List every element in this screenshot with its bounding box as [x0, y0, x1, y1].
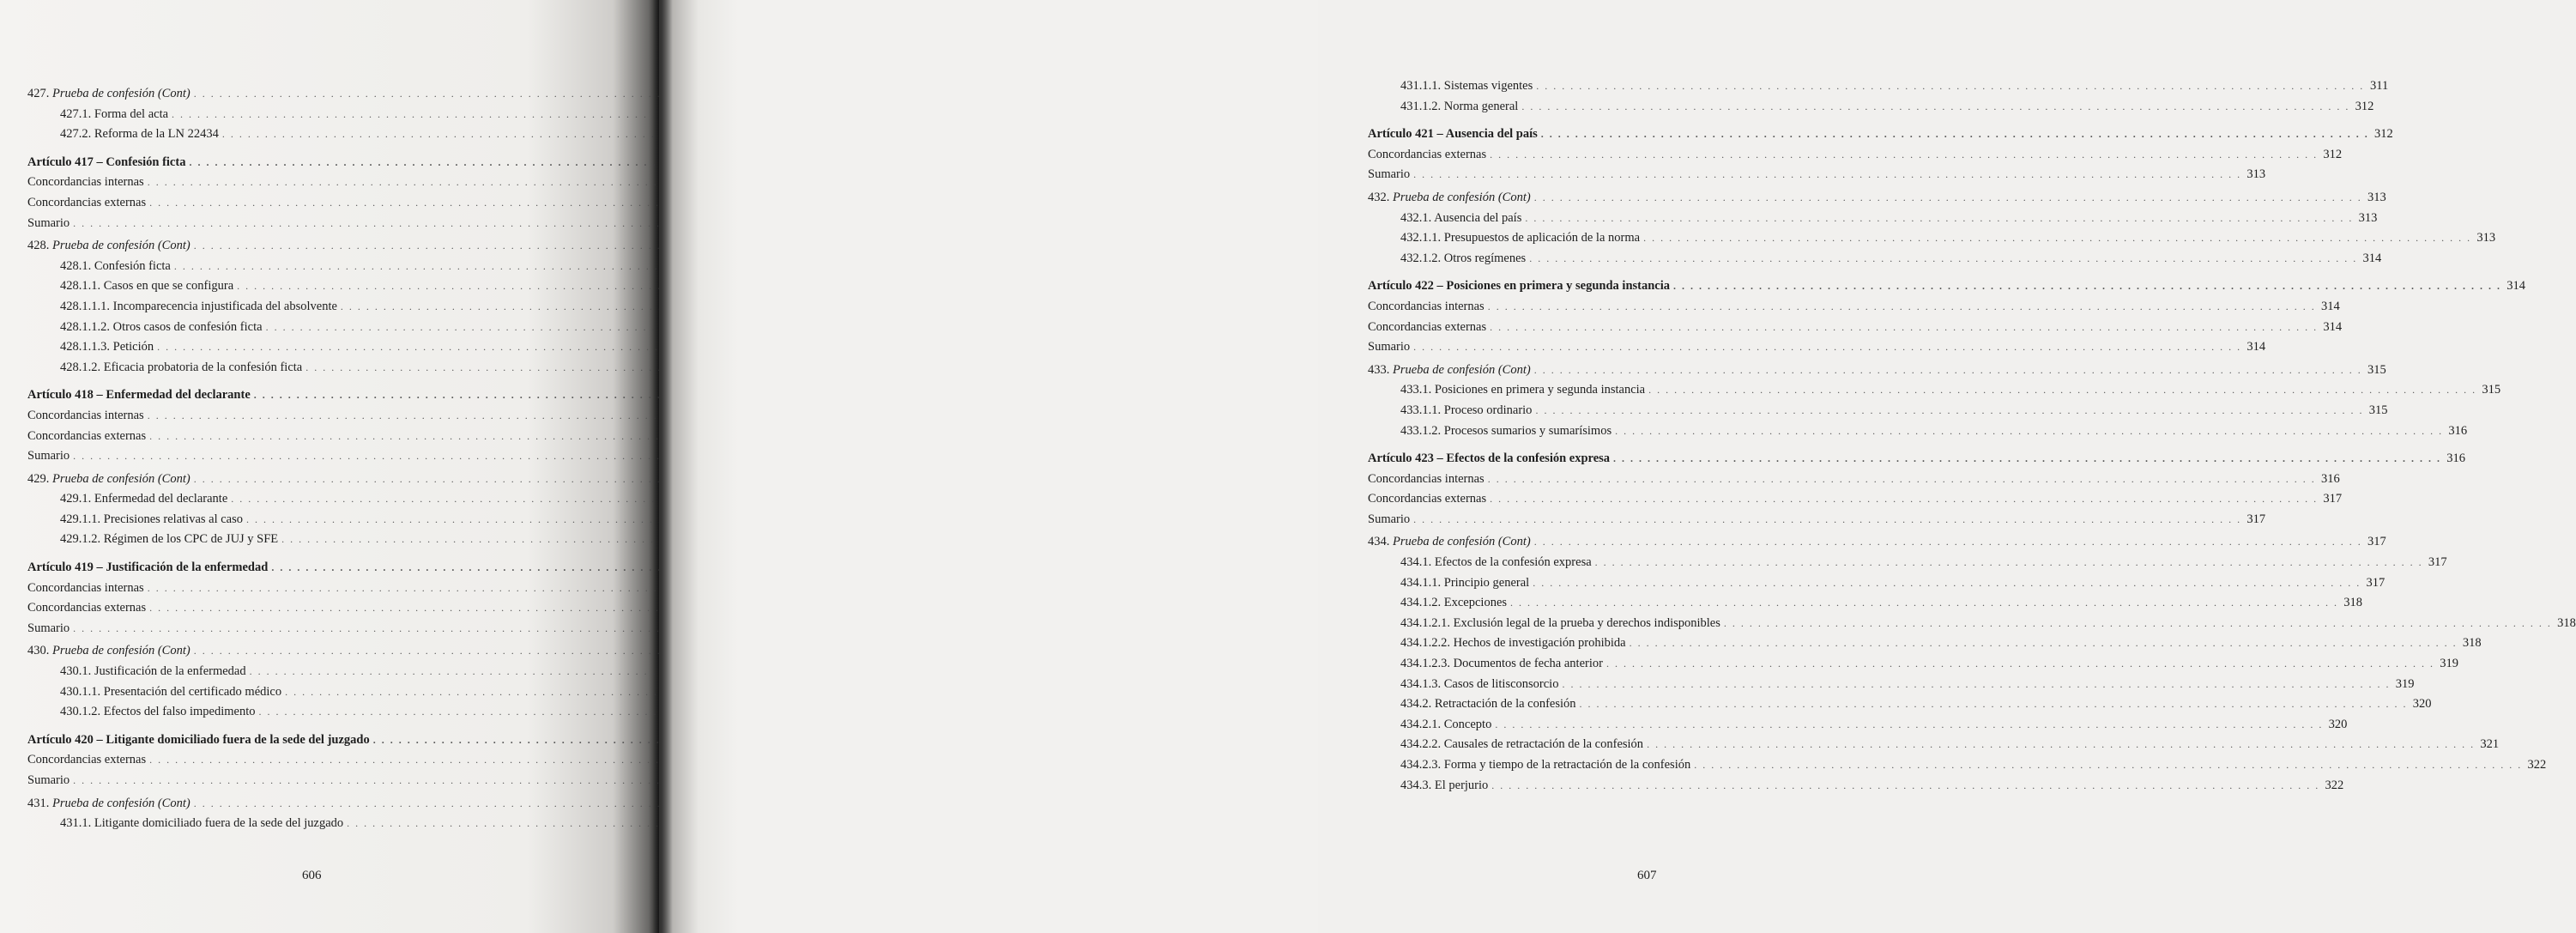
dot-leader — [1580, 694, 2408, 715]
toc-entry-page: 316 — [2448, 423, 2468, 438]
toc-entry-title — [27, 236, 190, 257]
toc-entry-title: Artículo 420 – Litigante domiciliado fuera de la sede del juzgado — [27, 732, 370, 747]
toc-entry-title: Concordancias externas — [1368, 319, 1487, 334]
toc-entry-title: Concordancias externas — [27, 753, 147, 767]
toc-entry-title: 434.1.2.2. Hechos de investigación prohibida — [1400, 636, 1626, 651]
toc-entry-page: 317 — [2428, 555, 2447, 570]
toc-entry-page: 321 — [2480, 737, 2500, 752]
dot-leader — [1488, 297, 2316, 318]
toc-entry — [1368, 165, 2266, 185]
toc-entry — [1368, 755, 2547, 776]
toc-entry-page: 314 — [2506, 279, 2526, 294]
dot-leader — [1541, 124, 2369, 145]
toc-entry-title: Concordancias externas — [1368, 147, 1487, 161]
toc-entry-title: 434.1. Efectos de la confesión expresa — [1400, 555, 1592, 570]
toc-entry — [1368, 633, 2482, 654]
toc-entry-page: 320 — [2328, 717, 2348, 731]
toc-entry — [27, 236, 590, 257]
toc-entry — [1368, 470, 2340, 490]
toc-entry — [27, 318, 590, 338]
left-table-of-contents — [27, 82, 590, 834]
toc-entry — [27, 173, 590, 193]
toc-entry-page: 313 — [2476, 231, 2496, 245]
toc-entry — [1368, 337, 2266, 358]
dot-leader — [1536, 76, 2364, 97]
toc-entry-title: 430.1. Justificación de la enfermedad — [60, 664, 246, 679]
toc-entry — [1368, 421, 2468, 442]
toc-entry-title: Concordancias internas — [1368, 471, 1485, 486]
dot-leader — [1562, 675, 2390, 695]
dot-leader — [1534, 532, 2362, 553]
toc-entry — [1368, 318, 2343, 338]
toc-entry — [1368, 360, 2386, 381]
toc-entry — [1368, 614, 2576, 634]
dot-leader — [1413, 510, 2241, 530]
toc-entry-title: Artículo 419 – Justificación de la enfermedad — [27, 560, 269, 575]
toc-entry-page: 311 — [2370, 79, 2389, 93]
toc-entry-title: 433.1. Posiciones en primera y segunda instancia — [1400, 383, 1646, 397]
toc-entry-title: Sumario — [27, 773, 70, 787]
toc-entry-title: 432.1.2. Otros regímenes — [1400, 251, 1527, 265]
toc-entry — [27, 489, 590, 510]
toc-entry-title — [1368, 188, 1531, 209]
toc-entry — [1368, 124, 2393, 145]
toc-entry — [1368, 654, 2458, 675]
toc-entry — [27, 84, 590, 105]
toc-entry — [27, 682, 590, 703]
toc-entry-title: 433.1.1. Proceso ordinario — [1400, 403, 1533, 417]
toc-entry-title: Sumario — [27, 621, 70, 635]
toc-entry — [1368, 489, 2343, 510]
dot-leader — [1490, 489, 2318, 510]
book-gutter-shadow — [649, 0, 673, 933]
toc-entry — [1368, 593, 2363, 614]
toc-section-title: Prueba de confesión (Cont) — [52, 87, 190, 100]
toc-entry — [27, 105, 590, 125]
toc-entry-title: 428.1.2. Eficacia probatoria de la confesión ficta — [60, 360, 303, 374]
toc-entry-title: Sumario — [27, 449, 70, 463]
toc-entry-title: Concordancias internas — [27, 580, 144, 595]
toc-entry-page: 318 — [2343, 596, 2363, 610]
dot-leader — [1491, 776, 2319, 797]
dot-leader — [1647, 735, 2475, 755]
toc-entry — [27, 446, 590, 467]
toc-entry-page: 316 — [2320, 471, 2340, 486]
toc-entry — [27, 276, 590, 297]
toc-entry-title: Concordancias externas — [27, 195, 147, 209]
toc-entry-title: 428.1. Confesión ficta — [60, 258, 171, 273]
toc-entry — [27, 124, 590, 145]
toc-entry — [27, 406, 590, 427]
toc-entry — [1368, 145, 2343, 166]
toc-entry-title: 432.1.1. Presupuestos de aplicación de la norma — [1400, 231, 1641, 245]
toc-entry — [1368, 228, 2496, 249]
toc-entry-page: 316 — [2446, 451, 2466, 466]
toc-entry — [1368, 510, 2266, 530]
toc-section-number: 429. — [27, 471, 50, 486]
toc-entry-title: 434.1.2.1. Exclusión legal de la prueba y derechos indisponibles — [1400, 615, 1720, 630]
toc-entry-page: 313 — [2358, 210, 2378, 225]
dot-leader — [1529, 249, 2357, 270]
dot-leader — [1413, 337, 2241, 358]
toc-entry-page: 322 — [2527, 758, 2547, 772]
toc-entry-title — [1368, 360, 1531, 381]
toc-entry — [27, 385, 590, 406]
toc-entry-title: 434.2.1. Concepto — [1400, 717, 1492, 731]
toc-section-number: 427. — [27, 87, 50, 100]
dot-leader — [1525, 209, 2353, 229]
toc-entry — [1368, 76, 2389, 97]
toc-entry-title: Artículo 418 – Enfermedad del declarante — [27, 388, 251, 403]
toc-entry — [27, 558, 590, 579]
toc-entry — [27, 750, 590, 771]
toc-section-title: Prueba de confesión (Cont) — [52, 796, 190, 810]
toc-entry — [1368, 449, 2466, 470]
toc-entry — [27, 619, 590, 639]
toc-entry-title: Concordancias externas — [1368, 492, 1487, 506]
toc-section-number: 433. — [1368, 362, 1390, 377]
toc-entry-title: 434.2.3. Forma y tiempo de la retractación de la confesión — [1400, 758, 1691, 772]
toc-section-number: 431. — [27, 796, 50, 810]
toc-entry — [27, 510, 590, 530]
toc-section-title: Prueba de confesión (Cont) — [1393, 535, 1531, 549]
toc-entry-title: 434.1.2. Excepciones — [1400, 596, 1508, 610]
toc-entry-title: 434.1.1. Principio general — [1400, 575, 1530, 590]
toc-entry-title: 430.1.2. Efectos del falso impedimento — [60, 705, 256, 719]
right-page — [659, 0, 2576, 933]
toc-section-title: Prueba de confesión (Cont) — [52, 644, 190, 658]
toc-entry-title: 434.2.2. Causales de retractación de la confesión — [1400, 737, 1644, 752]
toc-entry-title: Artículo 423 – Efectos de la confesión expresa — [1368, 451, 1611, 466]
toc-entry-title: 427.2. Reforma de la LN 22434 — [60, 127, 219, 142]
toc-section-number: 432. — [1368, 190, 1390, 204]
toc-entry-page: 314 — [2320, 299, 2340, 313]
toc-entry-title: 429.1.1. Precisiones relativas al caso — [60, 512, 244, 526]
dot-leader — [1673, 276, 2501, 297]
toc-entry-page: 312 — [2355, 99, 2374, 113]
toc-entry-title: 429.1. Enfermedad del declarante — [60, 492, 228, 506]
toc-entry-title: 428.1.1.1. Incomparecencia injustificada del absolvente — [60, 299, 337, 313]
toc-entry-title: Artículo 417 – Confesión ficta — [27, 154, 186, 169]
toc-entry-title — [1368, 532, 1531, 553]
toc-entry-page: 314 — [2246, 340, 2266, 354]
toc-entry — [27, 193, 590, 214]
dot-leader — [1521, 97, 2349, 118]
toc-entry-page: 317 — [2367, 535, 2386, 549]
toc-entry-title: 433.1.2. Procesos sumarios y sumarísimos — [1400, 423, 1612, 438]
toc-entry — [1368, 276, 2526, 297]
toc-entry-page: 322 — [2325, 778, 2344, 792]
toc-entry-page: 319 — [2440, 657, 2458, 671]
toc-section-title: Prueba de confesión (Cont) — [1393, 362, 1531, 377]
toc-entry — [1368, 694, 2432, 715]
toc-entry-title: 431.1.1. Sistemas vigentes — [1400, 79, 1533, 93]
toc-entry-title: Sumario — [1368, 512, 1411, 526]
toc-entry — [1368, 675, 2415, 695]
toc-entry-title: 432.1. Ausencia del país — [1400, 210, 1522, 225]
toc-entry-title: Artículo 421 – Ausencia del país — [1368, 127, 1538, 142]
toc-entry-title: 434.1.3. Casos de litisconsorcio — [1400, 676, 1559, 691]
toc-entry-title: Sumario — [27, 215, 70, 230]
left-page — [0, 0, 659, 933]
toc-entry-page: 314 — [2323, 319, 2343, 334]
toc-entry — [1368, 553, 2447, 573]
page-number-left: 606 — [302, 869, 322, 882]
toc-entry — [27, 530, 590, 550]
toc-section-number: 428. — [27, 239, 50, 253]
toc-entry-title: 428.1.1.3. Petición — [60, 340, 154, 354]
toc-section-title: Prueba de confesión (Cont) — [52, 239, 190, 253]
toc-entry — [27, 771, 590, 791]
dot-leader — [1533, 573, 2361, 594]
dot-leader — [1510, 593, 2338, 614]
toc-entry — [27, 257, 590, 277]
dot-leader — [1495, 715, 2323, 736]
toc-entry-page: 313 — [2246, 167, 2266, 182]
dot-leader — [1613, 449, 2441, 470]
toc-entry-page: 315 — [2482, 383, 2501, 397]
toc-entry — [27, 794, 590, 815]
toc-entry-title: 427.1. Forma del acta — [60, 106, 169, 121]
toc-entry-page: 317 — [2246, 512, 2266, 526]
toc-entry-title: 431.1. Litigante domiciliado fuera de la sede del juzgado — [60, 816, 344, 831]
toc-entry-page: 318 — [2462, 636, 2482, 651]
toc-entry — [27, 662, 590, 682]
toc-entry — [27, 641, 590, 662]
toc-entry — [27, 214, 590, 234]
toc-entry-title: 434.2. Retractación de la confesión — [1400, 697, 1576, 712]
dot-leader — [1724, 614, 2552, 634]
dot-leader — [1535, 401, 2363, 421]
page-number-right: 607 — [1637, 869, 1657, 882]
toc-entry-page: 313 — [2367, 190, 2386, 204]
dot-leader — [1534, 188, 2362, 209]
toc-entry — [27, 358, 590, 379]
toc-section-title: Prueba de confesión (Cont) — [52, 471, 190, 486]
toc-entry — [1368, 249, 2382, 270]
toc-entry-title — [27, 794, 190, 815]
dot-leader — [1643, 228, 2471, 249]
toc-entry — [27, 337, 590, 358]
toc-entry-title — [27, 641, 190, 662]
toc-entry — [1368, 735, 2500, 755]
toc-entry — [1368, 776, 2344, 797]
toc-entry-page: 315 — [2367, 362, 2386, 377]
toc-entry-page: 312 — [2323, 147, 2343, 161]
toc-entry-title: Artículo 422 – Posiciones en primera y segunda instancia — [1368, 279, 1671, 294]
toc-entry-title: 434.3. El perjurio — [1400, 778, 1489, 792]
toc-entry — [27, 579, 590, 599]
dot-leader — [1488, 470, 2316, 490]
toc-entry-title: Concordancias internas — [27, 175, 144, 190]
toc-entry — [1368, 97, 2374, 118]
dot-leader — [1648, 380, 2476, 401]
toc-entry-page: 318 — [2557, 615, 2576, 630]
toc-entry-title: 434.1.2.3. Documentos de fecha anterior — [1400, 657, 1603, 671]
dot-leader — [1413, 165, 2241, 185]
dot-leader — [1490, 145, 2318, 166]
toc-entry-title: Sumario — [1368, 340, 1411, 354]
toc-entry-page: 319 — [2395, 676, 2415, 691]
toc-entry-title: 430.1.1. Presentación del certificado médico — [60, 684, 282, 699]
toc-entry — [1368, 188, 2386, 209]
toc-entry — [1368, 715, 2348, 736]
toc-entry-page: 312 — [2374, 127, 2393, 142]
dot-leader — [1534, 360, 2362, 381]
toc-entry-title — [27, 84, 190, 105]
toc-section-number: 430. — [27, 644, 50, 658]
toc-entry — [1368, 297, 2340, 318]
toc-entry — [27, 297, 590, 318]
toc-entry — [1368, 532, 2386, 553]
dot-leader — [1694, 755, 2522, 776]
toc-entry-title: Concordancias externas — [27, 428, 147, 443]
toc-entry — [1368, 209, 2378, 229]
toc-entry — [27, 598, 590, 619]
dot-leader — [1615, 421, 2443, 442]
toc-section-title: Prueba de confesión (Cont) — [1393, 190, 1531, 204]
toc-entry-page: 315 — [2368, 403, 2388, 417]
toc-entry-title: 431.1.2. Norma general — [1400, 99, 1519, 113]
toc-entry-page: 317 — [2323, 492, 2343, 506]
toc-entry-title: 428.1.1. Casos en que se configura — [60, 279, 234, 294]
toc-entry-title: 428.1.1.2. Otros casos de confesión ficta — [60, 319, 263, 334]
toc-entry — [1368, 401, 2388, 421]
toc-entry — [27, 814, 590, 834]
toc-entry — [1368, 573, 2386, 594]
toc-section-number: 434. — [1368, 535, 1390, 549]
toc-entry-title: Concordancias internas — [1368, 299, 1485, 313]
toc-entry-title: 429.1.2. Régimen de los CPC de JUJ y SFE — [60, 532, 279, 547]
dot-leader — [1606, 654, 2434, 675]
toc-entry — [27, 427, 590, 447]
toc-entry-title: Sumario — [1368, 167, 1411, 182]
toc-entry — [27, 470, 590, 490]
toc-entry-title: Concordancias externas — [27, 601, 147, 615]
toc-entry — [1368, 380, 2501, 401]
dot-leader — [1490, 318, 2318, 338]
toc-entry-title — [27, 470, 190, 490]
toc-entry-page: 320 — [2412, 697, 2432, 712]
toc-entry — [27, 153, 590, 173]
toc-entry — [27, 730, 590, 751]
dot-leader — [1595, 553, 2423, 573]
toc-entry-page: 317 — [2366, 575, 2386, 590]
right-table-of-contents — [1368, 76, 2576, 796]
toc-entry — [27, 702, 590, 723]
dot-leader — [1630, 633, 2458, 654]
toc-entry-page: 314 — [2362, 251, 2382, 265]
toc-entry-title: Concordancias internas — [27, 408, 144, 422]
